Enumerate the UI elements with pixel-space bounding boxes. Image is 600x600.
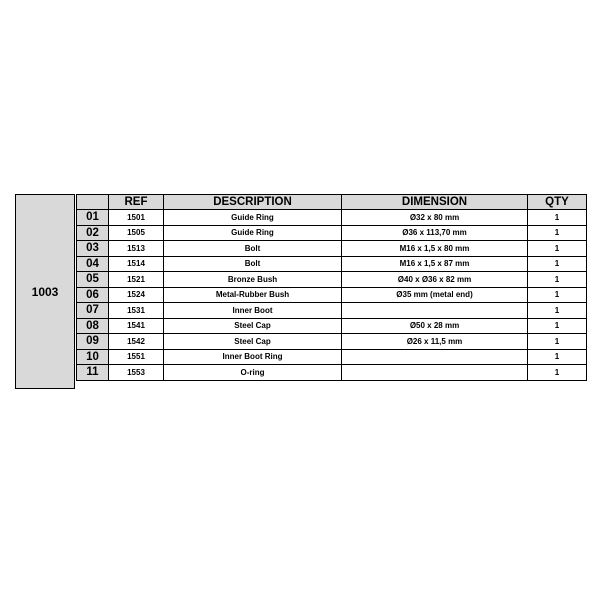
table-row	[77, 256, 587, 272]
ref-cell: 1513	[109, 241, 164, 257]
dimension-cell: Ø32 x 80 mm	[342, 210, 528, 226]
description-cell: Guide Ring	[164, 210, 342, 226]
description-cell: Metal-Rubber Bush	[164, 287, 342, 303]
description-cell: Steel Cap	[164, 318, 342, 334]
table-row	[77, 272, 587, 288]
qty-cell: 1	[528, 272, 587, 288]
table-row	[77, 225, 587, 241]
row-number: 01	[77, 210, 109, 226]
table-row	[77, 334, 587, 350]
description-cell: Steel Cap	[164, 334, 342, 350]
parts-table	[76, 194, 587, 381]
row-number: 07	[77, 303, 109, 319]
ref-cell: 1524	[109, 287, 164, 303]
table-row	[77, 318, 587, 334]
qty-cell: 1	[528, 365, 587, 381]
ref-cell: 1514	[109, 256, 164, 272]
dimension-cell: Ø50 x 28 mm	[342, 318, 528, 334]
ref-cell: 1521	[109, 272, 164, 288]
dimension-cell	[342, 365, 528, 381]
description-cell: Bronze Bush	[164, 272, 342, 288]
row-number: 06	[77, 287, 109, 303]
qty-cell: 1	[528, 334, 587, 350]
ref-cell: 1551	[109, 349, 164, 365]
qty-cell: 1	[528, 349, 587, 365]
ref-cell: 1553	[109, 365, 164, 381]
group-number: 1003	[15, 194, 75, 389]
ref-cell: 1541	[109, 318, 164, 334]
dimension-cell: Ø40 x Ø36 x 82 mm	[342, 272, 528, 288]
dimension-cell	[342, 349, 528, 365]
ref-cell: 1501	[109, 210, 164, 226]
description-cell: Bolt	[164, 256, 342, 272]
table-row	[77, 349, 587, 365]
header-qty: QTY	[528, 195, 587, 210]
dimension-cell: Ø35 mm (metal end)	[342, 287, 528, 303]
header-row	[77, 195, 587, 210]
dimension-cell	[342, 303, 528, 319]
qty-cell: 1	[528, 287, 587, 303]
row-number: 11	[77, 365, 109, 381]
qty-cell: 1	[528, 256, 587, 272]
row-number: 09	[77, 334, 109, 350]
description-cell: Guide Ring	[164, 225, 342, 241]
dimension-cell: Ø26 x 11,5 mm	[342, 334, 528, 350]
header-dimension: DIMENSION	[342, 195, 528, 210]
description-cell: O-ring	[164, 365, 342, 381]
row-number: 04	[77, 256, 109, 272]
table-row	[77, 303, 587, 319]
ref-cell: 1505	[109, 225, 164, 241]
description-cell: Inner Boot Ring	[164, 349, 342, 365]
row-number: 10	[77, 349, 109, 365]
qty-cell: 1	[528, 241, 587, 257]
dimension-cell: M16 x 1,5 x 87 mm	[342, 256, 528, 272]
table-row	[77, 210, 587, 226]
ref-cell: 1542	[109, 334, 164, 350]
row-number: 02	[77, 225, 109, 241]
dimension-cell: Ø36 x 113,70 mm	[342, 225, 528, 241]
qty-cell: 1	[528, 318, 587, 334]
qty-cell: 1	[528, 210, 587, 226]
dimension-cell: M16 x 1,5 x 80 mm	[342, 241, 528, 257]
header-description: DESCRIPTION	[164, 195, 342, 210]
table-row	[77, 287, 587, 303]
table-row	[77, 365, 587, 381]
header-no	[77, 195, 109, 210]
row-number: 03	[77, 241, 109, 257]
header-ref: REF	[109, 195, 164, 210]
qty-cell: 1	[528, 303, 587, 319]
description-cell: Bolt	[164, 241, 342, 257]
qty-cell: 1	[528, 225, 587, 241]
parts-sheet	[15, 194, 586, 391]
ref-cell: 1531	[109, 303, 164, 319]
description-cell: Inner Boot	[164, 303, 342, 319]
row-number: 08	[77, 318, 109, 334]
row-number: 05	[77, 272, 109, 288]
table-row	[77, 241, 587, 257]
